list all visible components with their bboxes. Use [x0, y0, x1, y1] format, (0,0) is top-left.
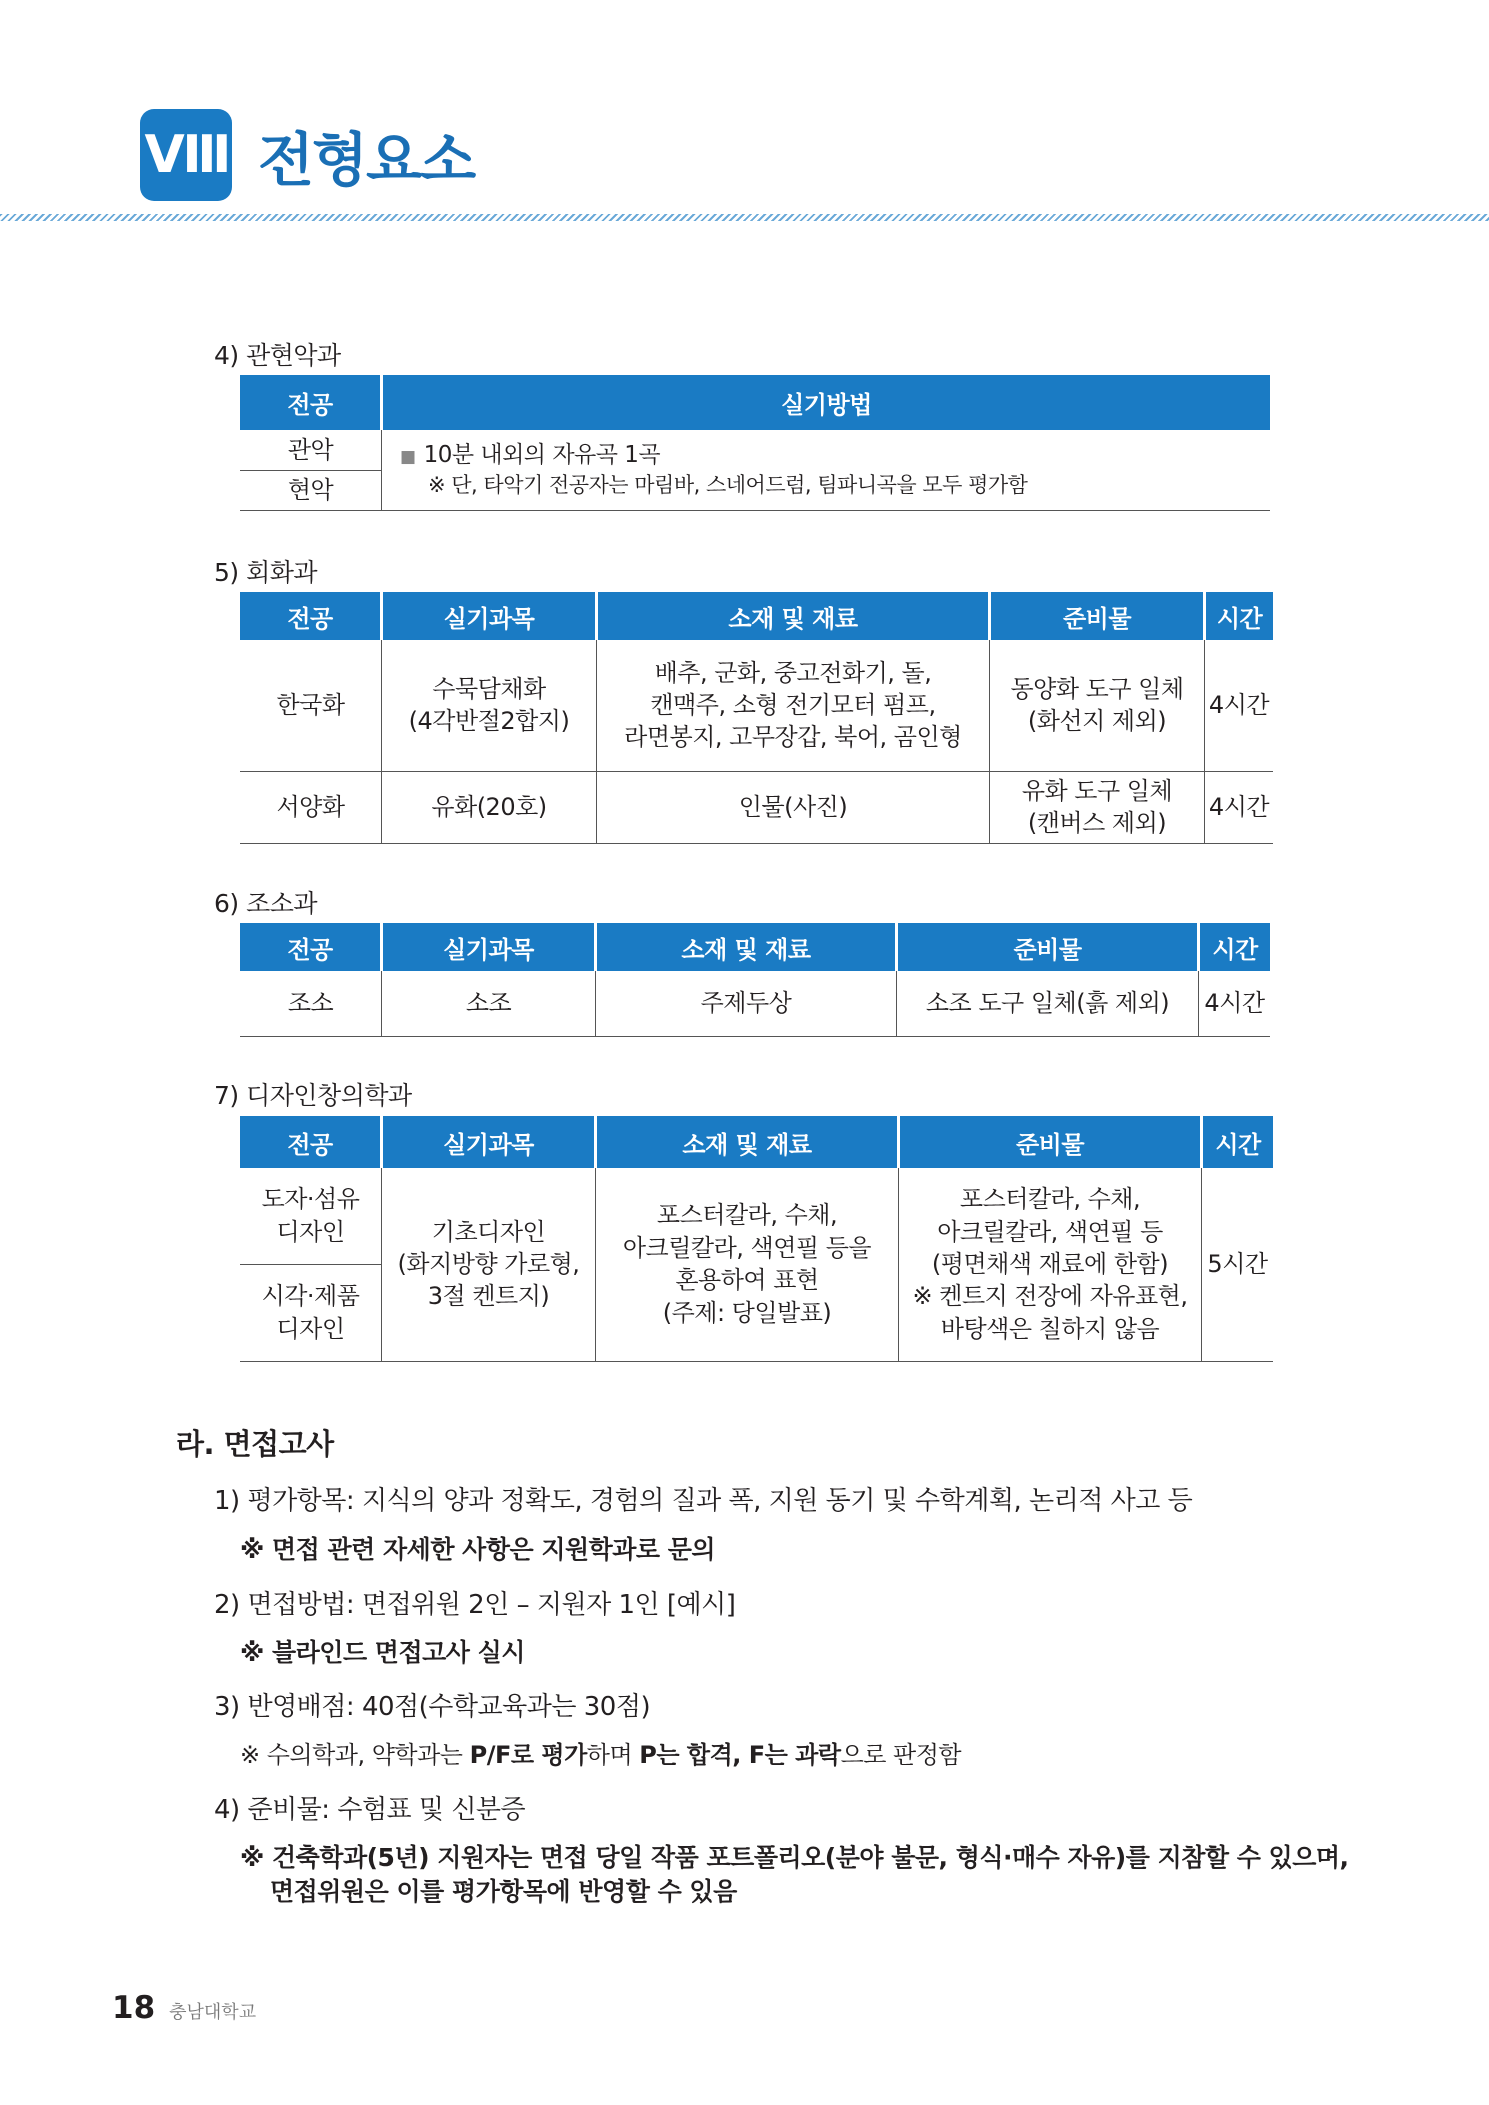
note-emphasis: P는 합격, F는 과락 — [639, 1741, 841, 1769]
section-title-sculpture: 6) 조소과 — [214, 889, 318, 918]
sculpture-table — [240, 923, 1270, 1037]
square-bullet-icon: ■ — [400, 446, 416, 467]
interview-item-4: 4) 준비물: 수험표 및 신분증 — [214, 1795, 526, 1825]
major-cell: 도자·섬유 디자인 — [240, 1168, 382, 1264]
interview-item-3: 3) 반영배점: 40점(수학교육과는 30점) — [214, 1692, 651, 1722]
table-header: 소재 및 재료 — [596, 923, 897, 971]
interview-note-2: ※ 블라인드 면접고사 실시 — [240, 1638, 525, 1667]
note-text: ※ 수의학과, 약학과는 — [240, 1741, 470, 1769]
note-text: 하며 — [586, 1741, 640, 1769]
material-cell: 주제두상 — [596, 971, 897, 1036]
interview-note-3 — [240, 1735, 961, 1770]
method-text: 10분 내외의 자유곡 1곡 — [423, 441, 661, 468]
note-emphasis: P/F로 평가 — [469, 1741, 587, 1769]
section-title-painting: 5) 회화과 — [214, 558, 318, 587]
interview-heading: 라. 면접고사 — [176, 1427, 334, 1461]
material-cell: 배추, 군화, 중고전화기, 돌, 캔맥주, 소형 전기모터 펌프, 라면봉지, 고무장갑, 북어, 곰인형 — [597, 640, 990, 771]
major-cell: 서양화 — [240, 771, 382, 843]
section-title-orchestra: 4) 관현악과 — [214, 341, 341, 370]
prep-cell: 소조 도구 일체(흙 제외) — [897, 971, 1199, 1036]
method-cell — [382, 430, 1271, 510]
table-header: 전공 — [240, 923, 382, 971]
table-header: 소재 및 재료 — [596, 1116, 899, 1168]
page-footer — [112, 1990, 256, 2026]
table-header: 전공 — [240, 375, 382, 430]
time-cell: 4시간 — [1205, 771, 1274, 843]
table-header: 소재 및 재료 — [597, 592, 990, 640]
header-divider — [0, 214, 1489, 221]
chapter-title: 전형요소 — [258, 126, 475, 194]
table-header: 시간 — [1205, 592, 1274, 640]
design-table — [240, 1116, 1273, 1362]
subject-cell: 유화(20호) — [382, 771, 597, 843]
method-line — [400, 439, 1270, 471]
table-header: 준비물 — [897, 923, 1199, 971]
prep-cell: 유화 도구 일체 (캔버스 제외) — [990, 771, 1205, 843]
table-header: 실기과목 — [382, 592, 597, 640]
table-header: 실기방법 — [382, 375, 1271, 430]
interview-item-1: 1) 평가항목: 지식의 양과 정확도, 경험의 질과 폭, 지원 동기 및 수학계획, 논리적 사고 등 — [214, 1486, 1193, 1516]
orchestra-table — [240, 375, 1270, 511]
chapter-header — [140, 110, 474, 200]
major-cell: 한국화 — [240, 640, 382, 771]
time-cell: 4시간 — [1199, 971, 1271, 1036]
material-cell: 인물(사진) — [597, 771, 990, 843]
table-row — [240, 971, 1270, 1036]
subject-cell: 소조 — [382, 971, 596, 1036]
table-header: 준비물 — [990, 592, 1205, 640]
subject-cell: 수묵담채화 (4각반절2합지) — [382, 640, 597, 771]
method-note: ※ 단, 타악기 전공자는 마림바, 스네어드럼, 팀파니곡을 모두 평가함 — [428, 473, 1028, 498]
chapter-badge: Ⅷ — [140, 109, 232, 201]
page-number: 18 — [112, 1990, 156, 2026]
note-text: 으로 판정함 — [840, 1741, 962, 1769]
prep-cell: 동양화 도구 일체 (화선지 제외) — [990, 640, 1205, 771]
time-cell: 4시간 — [1205, 640, 1274, 771]
table-row — [240, 640, 1273, 771]
major-cell: 조소 — [240, 971, 382, 1036]
section-title-design: 7) 디자인창의학과 — [214, 1081, 412, 1110]
painting-table — [240, 592, 1273, 844]
table-row — [240, 771, 1273, 843]
table-header: 전공 — [240, 1116, 382, 1168]
major-cell: 시각·제품 디자인 — [240, 1264, 382, 1361]
interview-item-2: 2) 면접방법: 면접위원 2인 – 지원자 1인 [예시] — [214, 1590, 736, 1620]
table-row — [240, 1168, 1273, 1264]
university-name: 충남대학교 — [169, 2002, 257, 2023]
interview-note-4-line1: ※ 건축학과(5년) 지원자는 면접 당일 작품 포트폴리오(분야 불문, 형식·매수 자유)를 지참할 수 있으며, — [240, 1843, 1349, 1872]
time-cell: 5시간 — [1202, 1168, 1274, 1361]
interview-note-4-line2: 면접위원은 이를 평가항목에 반영할 수 있음 — [270, 1877, 737, 1906]
prep-cell: 포스터칼라, 수채, 아크릴칼라, 색연필 등 (평면채색 재료에 한함) ※ 켄트지 전장에 자유표현, 바탕색은 칠하지 않음 — [899, 1168, 1202, 1361]
major-cell: 관악 — [240, 430, 382, 470]
table-header: 시간 — [1199, 923, 1271, 971]
table-header: 실기과목 — [382, 923, 596, 971]
table-header: 전공 — [240, 592, 382, 640]
table-header: 준비물 — [899, 1116, 1202, 1168]
table-header: 시간 — [1202, 1116, 1274, 1168]
material-cell: 포스터칼라, 수채, 아크릴칼라, 색연필 등을 혼용하여 표현 (주제: 당일발표) — [596, 1168, 899, 1361]
interview-note-1: ※ 면접 관련 자세한 사항은 지원학과로 문의 — [240, 1535, 716, 1564]
major-cell: 현악 — [240, 470, 382, 510]
table-header: 실기과목 — [382, 1116, 596, 1168]
subject-cell: 기초디자인 (화지방향 가로형, 3절 켄트지) — [382, 1168, 596, 1361]
